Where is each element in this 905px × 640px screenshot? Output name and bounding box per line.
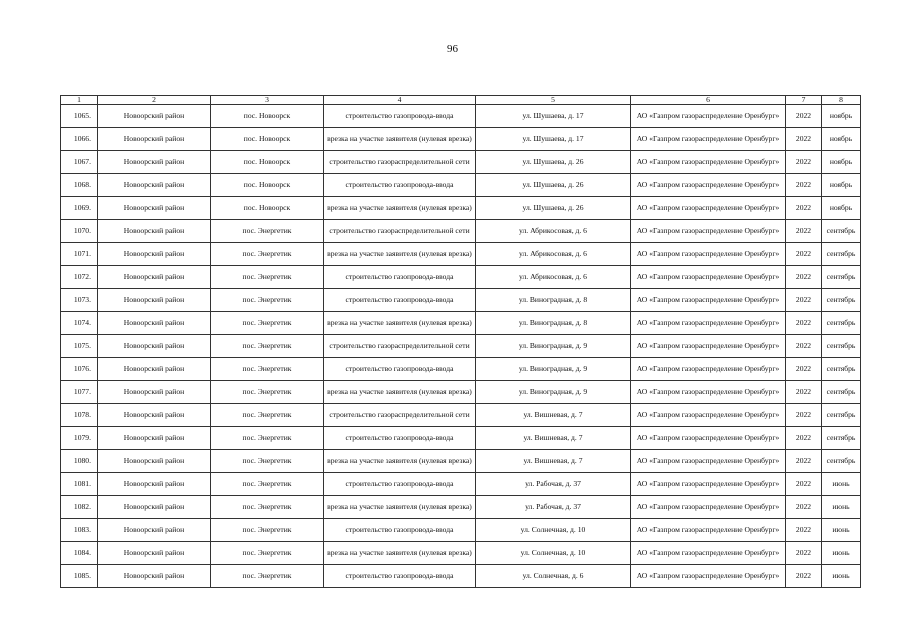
cell-address: ул. Рабочая, д. 37 xyxy=(476,473,631,496)
cell-organization: АО «Газпром газораспределение Оренбург» xyxy=(631,450,786,473)
column-header: 3 xyxy=(211,96,324,105)
cell-settlement: пос. Энергетик xyxy=(211,335,324,358)
cell-number: 1080. xyxy=(61,450,98,473)
cell-organization: АО «Газпром газораспределение Оренбург» xyxy=(631,197,786,220)
cell-year: 2022 xyxy=(786,312,822,335)
cell-number: 1081. xyxy=(61,473,98,496)
cell-district: Новоорский район xyxy=(98,220,211,243)
cell-settlement: пос. Новоорск xyxy=(211,128,324,151)
table-row xyxy=(61,404,861,427)
cell-number: 1078. xyxy=(61,404,98,427)
page-number: 96 xyxy=(447,43,458,55)
cell-district: Новоорский район xyxy=(98,128,211,151)
cell-address: ул. Вишневая, д. 7 xyxy=(476,404,631,427)
cell-year: 2022 xyxy=(786,266,822,289)
cell-address: ул. Абрикосовая, д. 6 xyxy=(476,243,631,266)
cell-number: 1085. xyxy=(61,565,98,588)
cell-work-type: врезка на участке заявителя (нулевая врезка) xyxy=(324,542,476,565)
cell-address: ул. Виноградная, д. 9 xyxy=(476,335,631,358)
cell-organization: АО «Газпром газораспределение Оренбург» xyxy=(631,427,786,450)
cell-month: сентябрь xyxy=(822,289,861,312)
cell-month: сентябрь xyxy=(822,404,861,427)
cell-organization: АО «Газпром газораспределение Оренбург» xyxy=(631,542,786,565)
cell-organization: АО «Газпром газораспределение Оренбург» xyxy=(631,174,786,197)
table-row xyxy=(61,473,861,496)
cell-work-type: строительство газораспределительной сети xyxy=(324,335,476,358)
cell-year: 2022 xyxy=(786,381,822,404)
header-row xyxy=(61,96,861,105)
cell-address: ул. Шушаева, д. 26 xyxy=(476,197,631,220)
cell-organization: АО «Газпром газораспределение Оренбург» xyxy=(631,404,786,427)
cell-work-type: строительство газопровода-ввода xyxy=(324,289,476,312)
cell-number: 1077. xyxy=(61,381,98,404)
cell-month: сентябрь xyxy=(822,243,861,266)
cell-address: ул. Виноградная, д. 9 xyxy=(476,381,631,404)
cell-settlement: пос. Энергетик xyxy=(211,381,324,404)
cell-district: Новоорский район xyxy=(98,542,211,565)
table-body xyxy=(61,105,861,588)
table-row xyxy=(61,128,861,151)
cell-number: 1073. xyxy=(61,289,98,312)
cell-number: 1075. xyxy=(61,335,98,358)
table-row xyxy=(61,266,861,289)
cell-month: июнь xyxy=(822,519,861,542)
cell-organization: АО «Газпром газораспределение Оренбург» xyxy=(631,565,786,588)
cell-organization: АО «Газпром газораспределение Оренбург» xyxy=(631,358,786,381)
cell-district: Новоорский район xyxy=(98,381,211,404)
column-header: 7 xyxy=(786,96,822,105)
cell-month: июнь xyxy=(822,496,861,519)
cell-month: июнь xyxy=(822,473,861,496)
cell-year: 2022 xyxy=(786,519,822,542)
cell-year: 2022 xyxy=(786,197,822,220)
cell-district: Новоорский район xyxy=(98,473,211,496)
cell-number: 1074. xyxy=(61,312,98,335)
cell-month: сентябрь xyxy=(822,312,861,335)
cell-organization: АО «Газпром газораспределение Оренбург» xyxy=(631,220,786,243)
cell-district: Новоорский район xyxy=(98,565,211,588)
cell-district: Новоорский район xyxy=(98,174,211,197)
cell-work-type: строительство газопровода-ввода xyxy=(324,565,476,588)
cell-work-type: строительство газопровода-ввода xyxy=(324,358,476,381)
cell-year: 2022 xyxy=(786,105,822,128)
table-row xyxy=(61,381,861,404)
cell-address: ул. Солнечная, д. 6 xyxy=(476,565,631,588)
cell-year: 2022 xyxy=(786,220,822,243)
cell-settlement: пос. Новоорск xyxy=(211,105,324,128)
table-row xyxy=(61,243,861,266)
cell-month: июнь xyxy=(822,542,861,565)
column-header: 5 xyxy=(476,96,631,105)
cell-number: 1071. xyxy=(61,243,98,266)
cell-organization: АО «Газпром газораспределение Оренбург» xyxy=(631,381,786,404)
cell-work-type: врезка на участке заявителя (нулевая врезка) xyxy=(324,381,476,404)
cell-settlement: пос. Энергетик xyxy=(211,473,324,496)
cell-organization: АО «Газпром газораспределение Оренбург» xyxy=(631,105,786,128)
cell-work-type: строительство газопровода-ввода xyxy=(324,427,476,450)
cell-address: ул. Абрикосовая, д. 6 xyxy=(476,220,631,243)
cell-month: ноябрь xyxy=(822,174,861,197)
cell-work-type: врезка на участке заявителя (нулевая врезка) xyxy=(324,197,476,220)
table-row xyxy=(61,450,861,473)
cell-year: 2022 xyxy=(786,335,822,358)
cell-work-type: строительство газораспределительной сети xyxy=(324,404,476,427)
cell-work-type: строительство газопровода-ввода xyxy=(324,519,476,542)
cell-month: ноябрь xyxy=(822,197,861,220)
cell-district: Новоорский район xyxy=(98,427,211,450)
cell-organization: АО «Газпром газораспределение Оренбург» xyxy=(631,312,786,335)
cell-settlement: пос. Энергетик xyxy=(211,404,324,427)
cell-work-type: строительство газопровода-ввода xyxy=(324,266,476,289)
cell-month: сентябрь xyxy=(822,335,861,358)
cell-settlement: пос. Энергетик xyxy=(211,565,324,588)
cell-number: 1065. xyxy=(61,105,98,128)
cell-address: ул. Рабочая, д. 37 xyxy=(476,496,631,519)
table-row xyxy=(61,565,861,588)
cell-year: 2022 xyxy=(786,358,822,381)
cell-month: ноябрь xyxy=(822,128,861,151)
cell-work-type: врезка на участке заявителя (нулевая врезка) xyxy=(324,128,476,151)
cell-address: ул. Вишневая, д. 7 xyxy=(476,450,631,473)
table-row xyxy=(61,542,861,565)
cell-year: 2022 xyxy=(786,565,822,588)
cell-district: Новоорский район xyxy=(98,450,211,473)
cell-settlement: пос. Энергетик xyxy=(211,519,324,542)
table-row xyxy=(61,197,861,220)
table-row xyxy=(61,496,861,519)
cell-number: 1067. xyxy=(61,151,98,174)
cell-year: 2022 xyxy=(786,427,822,450)
cell-district: Новоорский район xyxy=(98,105,211,128)
cell-address: ул. Виноградная, д. 9 xyxy=(476,358,631,381)
cell-year: 2022 xyxy=(786,174,822,197)
cell-month: сентябрь xyxy=(822,381,861,404)
cell-work-type: строительство газораспределительной сети xyxy=(324,220,476,243)
table-row xyxy=(61,174,861,197)
column-header: 1 xyxy=(61,96,98,105)
cell-settlement: пос. Новоорск xyxy=(211,151,324,174)
data-table xyxy=(60,95,861,588)
cell-organization: АО «Газпром газораспределение Оренбург» xyxy=(631,266,786,289)
cell-month: сентябрь xyxy=(822,358,861,381)
cell-work-type: строительство газопровода-ввода xyxy=(324,473,476,496)
cell-address: ул. Шушаева, д. 17 xyxy=(476,128,631,151)
cell-work-type: строительство газопровода-ввода xyxy=(324,174,476,197)
cell-address: ул. Виноградная, д. 8 xyxy=(476,312,631,335)
cell-work-type: врезка на участке заявителя (нулевая врезка) xyxy=(324,312,476,335)
table-row xyxy=(61,151,861,174)
cell-settlement: пос. Энергетик xyxy=(211,220,324,243)
column-header: 8 xyxy=(822,96,861,105)
cell-address: ул. Шушаева, д. 17 xyxy=(476,105,631,128)
cell-settlement: пос. Энергетик xyxy=(211,542,324,565)
cell-organization: АО «Газпром газораспределение Оренбург» xyxy=(631,519,786,542)
cell-number: 1070. xyxy=(61,220,98,243)
cell-work-type: врезка на участке заявителя (нулевая врезка) xyxy=(324,496,476,519)
column-header: 4 xyxy=(324,96,476,105)
cell-settlement: пос. Энергетик xyxy=(211,243,324,266)
cell-settlement: пос. Энергетик xyxy=(211,266,324,289)
cell-settlement: пос. Энергетик xyxy=(211,427,324,450)
cell-year: 2022 xyxy=(786,542,822,565)
cell-district: Новоорский район xyxy=(98,358,211,381)
cell-district: Новоорский район xyxy=(98,335,211,358)
cell-month: сентябрь xyxy=(822,450,861,473)
cell-year: 2022 xyxy=(786,473,822,496)
cell-district: Новоорский район xyxy=(98,519,211,542)
table-row xyxy=(61,358,861,381)
cell-address: ул. Шушаева, д. 26 xyxy=(476,151,631,174)
table-row xyxy=(61,105,861,128)
table-row xyxy=(61,312,861,335)
cell-settlement: пос. Новоорск xyxy=(211,197,324,220)
cell-number: 1076. xyxy=(61,358,98,381)
table-row xyxy=(61,335,861,358)
cell-year: 2022 xyxy=(786,496,822,519)
cell-organization: АО «Газпром газораспределение Оренбург» xyxy=(631,128,786,151)
cell-settlement: пос. Энергетик xyxy=(211,289,324,312)
cell-work-type: строительство газопровода-ввода xyxy=(324,105,476,128)
cell-organization: АО «Газпром газораспределение Оренбург» xyxy=(631,335,786,358)
cell-district: Новоорский район xyxy=(98,289,211,312)
table-row xyxy=(61,220,861,243)
cell-address: ул. Солнечная, д. 10 xyxy=(476,542,631,565)
cell-year: 2022 xyxy=(786,289,822,312)
cell-district: Новоорский район xyxy=(98,312,211,335)
cell-number: 1069. xyxy=(61,197,98,220)
cell-address: ул. Солнечная, д. 10 xyxy=(476,519,631,542)
cell-district: Новоорский район xyxy=(98,151,211,174)
cell-settlement: пос. Новоорск xyxy=(211,174,324,197)
cell-number: 1068. xyxy=(61,174,98,197)
cell-work-type: строительство газораспределительной сети xyxy=(324,151,476,174)
cell-number: 1079. xyxy=(61,427,98,450)
cell-district: Новоорский район xyxy=(98,266,211,289)
cell-month: ноябрь xyxy=(822,105,861,128)
cell-month: сентябрь xyxy=(822,266,861,289)
cell-month: июнь xyxy=(822,565,861,588)
cell-number: 1072. xyxy=(61,266,98,289)
cell-work-type: врезка на участке заявителя (нулевая врезка) xyxy=(324,450,476,473)
cell-number: 1084. xyxy=(61,542,98,565)
cell-district: Новоорский район xyxy=(98,496,211,519)
cell-district: Новоорский район xyxy=(98,404,211,427)
table-row xyxy=(61,289,861,312)
column-header: 2 xyxy=(98,96,211,105)
cell-organization: АО «Газпром газораспределение Оренбург» xyxy=(631,473,786,496)
cell-number: 1066. xyxy=(61,128,98,151)
cell-organization: АО «Газпром газораспределение Оренбург» xyxy=(631,289,786,312)
cell-settlement: пос. Энергетик xyxy=(211,358,324,381)
cell-year: 2022 xyxy=(786,151,822,174)
cell-work-type: врезка на участке заявителя (нулевая врезка) xyxy=(324,243,476,266)
cell-year: 2022 xyxy=(786,404,822,427)
column-header: 6 xyxy=(631,96,786,105)
cell-address: ул. Вишневая, д. 7 xyxy=(476,427,631,450)
cell-year: 2022 xyxy=(786,243,822,266)
cell-number: 1083. xyxy=(61,519,98,542)
cell-month: сентябрь xyxy=(822,427,861,450)
table-row xyxy=(61,519,861,542)
cell-address: ул. Виноградная, д. 8 xyxy=(476,289,631,312)
cell-organization: АО «Газпром газораспределение Оренбург» xyxy=(631,496,786,519)
cell-address: ул. Абрикосовая, д. 6 xyxy=(476,266,631,289)
cell-district: Новоорский район xyxy=(98,243,211,266)
cell-year: 2022 xyxy=(786,128,822,151)
cell-settlement: пос. Энергетик xyxy=(211,450,324,473)
cell-year: 2022 xyxy=(786,450,822,473)
cell-address: ул. Шушаева, д. 26 xyxy=(476,174,631,197)
cell-district: Новоорский район xyxy=(98,197,211,220)
cell-organization: АО «Газпром газораспределение Оренбург» xyxy=(631,151,786,174)
cell-organization: АО «Газпром газораспределение Оренбург» xyxy=(631,243,786,266)
cell-settlement: пос. Энергетик xyxy=(211,312,324,335)
cell-settlement: пос. Энергетик xyxy=(211,496,324,519)
cell-month: сентябрь xyxy=(822,220,861,243)
table-row xyxy=(61,427,861,450)
cell-month: ноябрь xyxy=(822,151,861,174)
cell-number: 1082. xyxy=(61,496,98,519)
